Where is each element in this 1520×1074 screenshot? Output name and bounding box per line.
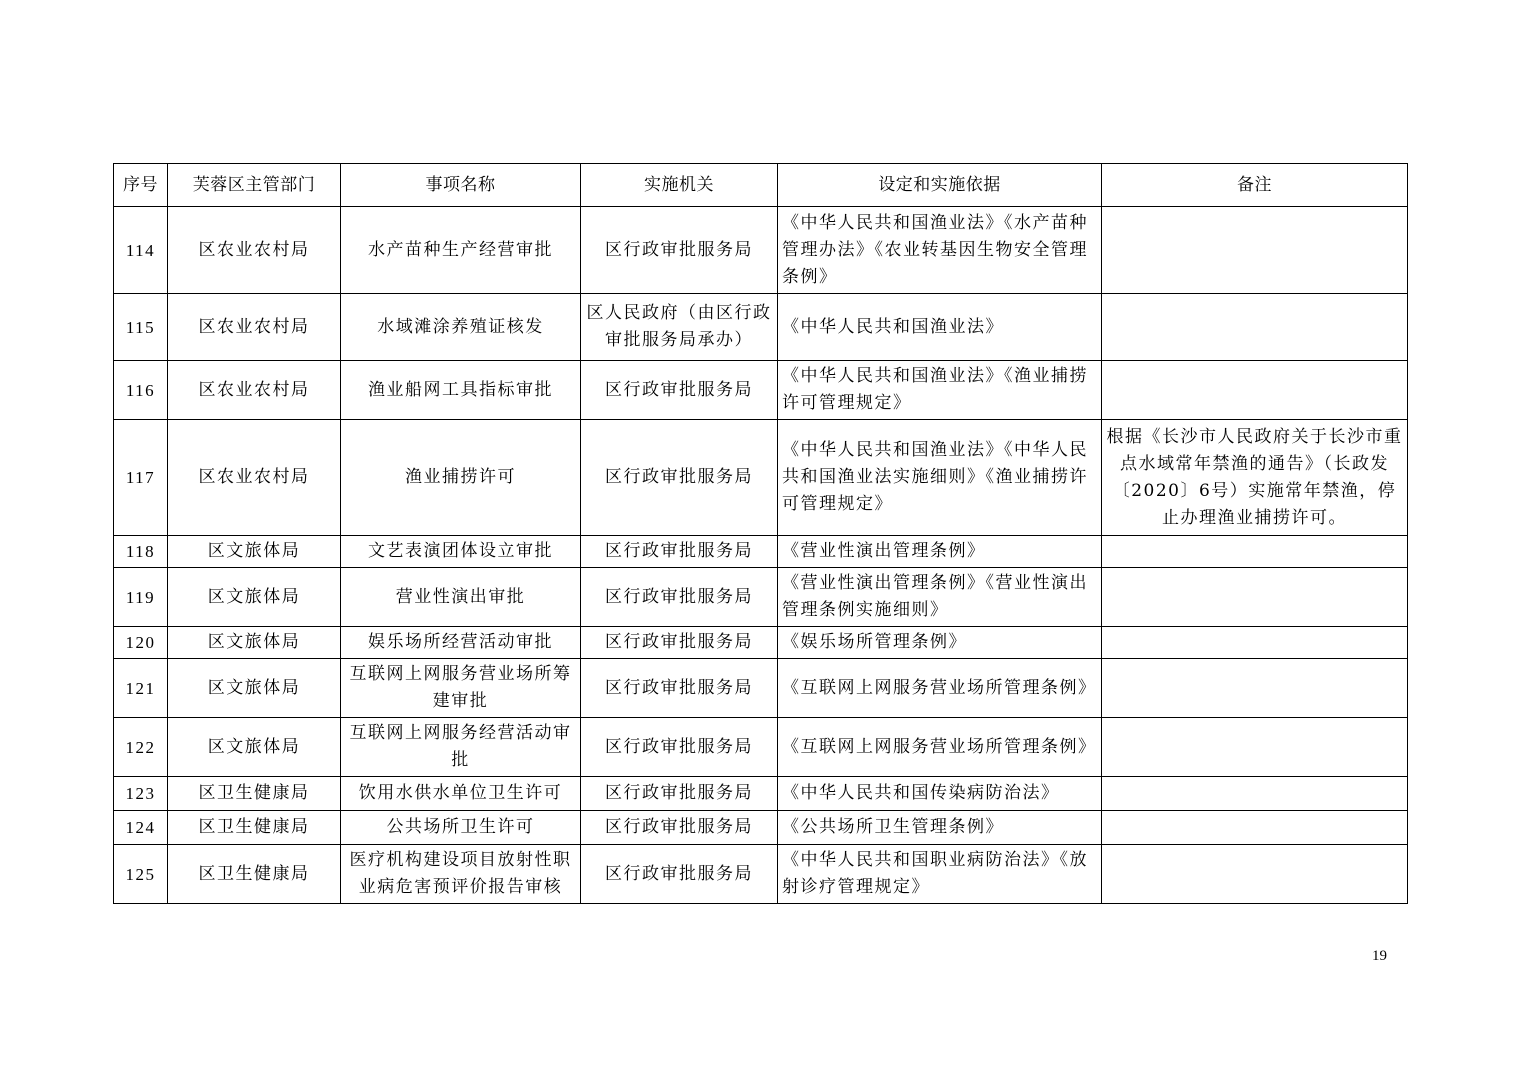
table-row	[114, 207, 1408, 294]
cell-item-name: 水产苗种生产经营审批	[341, 207, 581, 294]
cell-item-name: 公共场所卫生许可	[341, 811, 581, 845]
cell-agency: 区行政审批服务局	[581, 627, 778, 659]
table-row	[114, 811, 1408, 845]
cell-department: 区农业农村局	[168, 207, 341, 294]
table-row	[114, 536, 1408, 568]
cell-agency: 区行政审批服务局	[581, 845, 778, 904]
cell-department: 区农业农村局	[168, 420, 341, 536]
cell-basis: 《中华人民共和国职业病防治法》《放射诊疗管理规定》	[778, 845, 1102, 904]
header-item-name: 事项名称	[341, 164, 581, 207]
cell-seq: 116	[114, 361, 168, 420]
cell-note: 根据《长沙市人民政府关于长沙市重点水域常年禁渔的通告》（长政发〔2020〕6号）实施常年禁渔，停止办理渔业捕捞许可。	[1102, 420, 1408, 536]
cell-basis: 《中华人民共和国渔业法》《水产苗种管理办法》《农业转基因生物安全管理条例》	[778, 207, 1102, 294]
header-basis: 设定和实施依据	[778, 164, 1102, 207]
cell-seq: 124	[114, 811, 168, 845]
cell-basis: 《互联网上网服务营业场所管理条例》	[778, 718, 1102, 777]
cell-seq: 115	[114, 294, 168, 361]
cell-department: 区卫生健康局	[168, 845, 341, 904]
cell-basis: 《中华人民共和国渔业法》	[778, 294, 1102, 361]
cell-note	[1102, 294, 1408, 361]
cell-agency: 区行政审批服务局	[581, 811, 778, 845]
header-department: 芙蓉区主管部门	[168, 164, 341, 207]
cell-seq: 120	[114, 627, 168, 659]
cell-note	[1102, 811, 1408, 845]
table-row	[114, 420, 1408, 536]
cell-note	[1102, 207, 1408, 294]
cell-item-name: 娱乐场所经营活动审批	[341, 627, 581, 659]
cell-agency: 区人民政府（由区行政审批服务局承办）	[581, 294, 778, 361]
cell-department: 区农业农村局	[168, 361, 341, 420]
cell-item-name: 渔业船网工具指标审批	[341, 361, 581, 420]
header-seq: 序号	[114, 164, 168, 207]
cell-department: 区文旅体局	[168, 627, 341, 659]
cell-seq: 114	[114, 207, 168, 294]
cell-note	[1102, 659, 1408, 718]
cell-basis: 《中华人民共和国传染病防治法》	[778, 777, 1102, 811]
cell-basis: 《公共场所卫生管理条例》	[778, 811, 1102, 845]
cell-item-name: 互联网上网服务经营活动审批	[341, 718, 581, 777]
cell-item-name: 水域滩涂养殖证核发	[341, 294, 581, 361]
cell-seq: 125	[114, 845, 168, 904]
cell-note	[1102, 845, 1408, 904]
cell-seq: 119	[114, 568, 168, 627]
cell-note	[1102, 536, 1408, 568]
cell-basis: 《营业性演出管理条例》	[778, 536, 1102, 568]
cell-agency: 区行政审批服务局	[581, 420, 778, 536]
cell-seq: 117	[114, 420, 168, 536]
cell-basis: 《中华人民共和国渔业法》《渔业捕捞许可管理规定》	[778, 361, 1102, 420]
cell-note	[1102, 627, 1408, 659]
approval-items-table	[113, 163, 1408, 904]
header-agency: 实施机关	[581, 164, 778, 207]
cell-basis: 《娱乐场所管理条例》	[778, 627, 1102, 659]
cell-note	[1102, 568, 1408, 627]
page-number: 19	[1372, 948, 1387, 964]
header-note: 备注	[1102, 164, 1408, 207]
cell-department: 区农业农村局	[168, 294, 341, 361]
cell-department: 区文旅体局	[168, 659, 341, 718]
cell-basis: 《互联网上网服务营业场所管理条例》	[778, 659, 1102, 718]
cell-item-name: 营业性演出审批	[341, 568, 581, 627]
cell-item-name: 文艺表演团体设立审批	[341, 536, 581, 568]
table-row	[114, 361, 1408, 420]
cell-basis: 《中华人民共和国渔业法》《中华人民共和国渔业法实施细则》《渔业捕捞许可管理规定》	[778, 420, 1102, 536]
cell-seq: 118	[114, 536, 168, 568]
cell-item-name: 渔业捕捞许可	[341, 420, 581, 536]
table-row	[114, 659, 1408, 718]
table-header-row	[114, 164, 1408, 207]
cell-seq: 122	[114, 718, 168, 777]
cell-note	[1102, 361, 1408, 420]
cell-agency: 区行政审批服务局	[581, 536, 778, 568]
cell-agency: 区行政审批服务局	[581, 207, 778, 294]
cell-note	[1102, 718, 1408, 777]
table-row	[114, 845, 1408, 904]
table-row	[114, 777, 1408, 811]
table-body	[114, 207, 1408, 904]
cell-department: 区文旅体局	[168, 718, 341, 777]
cell-department: 区卫生健康局	[168, 811, 341, 845]
cell-agency: 区行政审批服务局	[581, 718, 778, 777]
cell-department: 区卫生健康局	[168, 777, 341, 811]
cell-agency: 区行政审批服务局	[581, 777, 778, 811]
cell-department: 区文旅体局	[168, 568, 341, 627]
cell-item-name: 饮用水供水单位卫生许可	[341, 777, 581, 811]
cell-agency: 区行政审批服务局	[581, 568, 778, 627]
table-row	[114, 627, 1408, 659]
table-row	[114, 568, 1408, 627]
cell-basis: 《营业性演出管理条例》《营业性演出管理条例实施细则》	[778, 568, 1102, 627]
table-row	[114, 718, 1408, 777]
cell-agency: 区行政审批服务局	[581, 659, 778, 718]
cell-item-name: 医疗机构建设项目放射性职业病危害预评价报告审核	[341, 845, 581, 904]
cell-seq: 123	[114, 777, 168, 811]
cell-seq: 121	[114, 659, 168, 718]
table-row	[114, 294, 1408, 361]
cell-department: 区文旅体局	[168, 536, 341, 568]
cell-agency: 区行政审批服务局	[581, 361, 778, 420]
cell-note	[1102, 777, 1408, 811]
cell-item-name: 互联网上网服务营业场所筹建审批	[341, 659, 581, 718]
